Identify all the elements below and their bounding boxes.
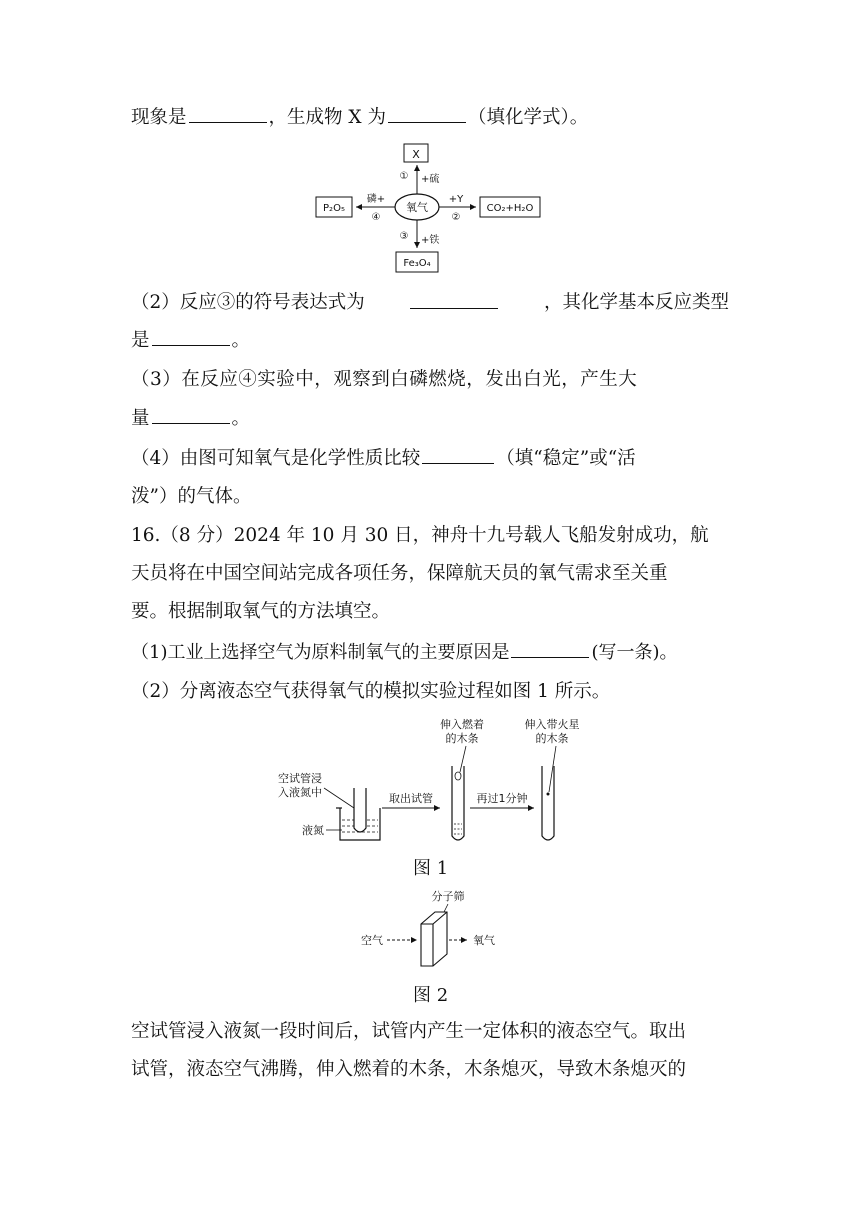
right-label: +Y bbox=[448, 194, 464, 205]
arrow-take-out-label: 取出试管 bbox=[389, 792, 433, 805]
text-span: （4）由图可知氧气是化学性质比较 bbox=[131, 448, 421, 469]
text-span: （2）反应③的符号表达式为 bbox=[131, 292, 365, 313]
figure-2-caption: 图 2 bbox=[413, 985, 449, 1006]
text-span: （填化学式）。 bbox=[467, 107, 589, 128]
text-span: (写一条)。 bbox=[591, 642, 678, 663]
text-line: （3）在反应④实验中，观察到白磷燃烧，发出白光，产生大 bbox=[131, 369, 638, 390]
text-line bbox=[131, 290, 729, 316]
text-line: 空试管浸入液氮一段时间后，试管内产生一定体积的液态空气。取出 bbox=[131, 1021, 687, 1042]
text-span: 现象是 bbox=[131, 107, 187, 128]
text-line bbox=[131, 104, 588, 131]
text-span: 量 bbox=[131, 408, 150, 429]
text-line bbox=[131, 405, 250, 432]
left-box-label: P₂O₅ bbox=[323, 203, 345, 214]
answer-blank bbox=[189, 104, 267, 123]
text-span: 是 bbox=[131, 330, 150, 351]
text-span: （1)工业上选择空气为原料制氧气的主要原因是 bbox=[131, 642, 510, 663]
text-span: ，生成物 X 为 bbox=[268, 107, 386, 128]
text-line: 泼”）的气体。 bbox=[131, 486, 252, 507]
left-num: ④ bbox=[371, 212, 381, 223]
liquid-label: 液氮 bbox=[302, 824, 324, 837]
answer-blank bbox=[511, 639, 589, 658]
burning-pointer bbox=[460, 746, 466, 772]
answer-blank bbox=[152, 327, 230, 346]
text-line: （2）分离液态空气获得氧气的模拟实验过程如图 1 所示。 bbox=[131, 681, 611, 702]
flame-icon bbox=[455, 772, 461, 780]
text-line bbox=[131, 445, 636, 472]
answer-blank bbox=[388, 104, 466, 123]
bottom-num: ③ bbox=[399, 231, 409, 242]
text-line bbox=[131, 639, 678, 666]
glowing-pointer bbox=[549, 746, 556, 792]
figure-2-diagram bbox=[355, 886, 515, 972]
oxygen-label: 氧气 bbox=[473, 934, 495, 947]
burning-label-2: 的木条 bbox=[445, 732, 479, 745]
text-line: 要。根据制取氧气的方法填空。 bbox=[131, 601, 391, 622]
figure-1-diagram bbox=[270, 712, 600, 852]
molecular-sieve bbox=[421, 912, 447, 966]
top-box-label: X bbox=[412, 148, 420, 161]
glowing-label-2: 的木条 bbox=[535, 732, 569, 745]
answer-blank bbox=[410, 290, 498, 309]
arrow-one-minute-label: 再过1分钟 bbox=[476, 792, 528, 805]
answer-blank bbox=[152, 405, 230, 424]
text-line: 16.（8 分）2024 年 10 月 30 日，神舟十九号载人飞船发射成功，航 bbox=[131, 525, 709, 546]
answer-blank bbox=[422, 445, 494, 464]
left-label: 磷+ bbox=[366, 194, 386, 205]
test-tube-in-beaker bbox=[354, 788, 366, 832]
tube-pointer bbox=[324, 788, 354, 808]
tube-label-1: 空试管浸 bbox=[278, 772, 322, 785]
right-num: ② bbox=[451, 212, 461, 223]
figure-1-caption: 图 1 bbox=[413, 858, 449, 879]
glowing-splint-icon bbox=[547, 793, 550, 796]
text-span: 。 bbox=[231, 408, 251, 429]
center-label: 氧气 bbox=[406, 201, 428, 214]
top-num: ① bbox=[399, 171, 409, 182]
liquid-air bbox=[454, 824, 462, 834]
text-line: 天员将在中国空间站完成各项任务，保障航天员的氧气需求至关重 bbox=[131, 563, 668, 584]
text-line bbox=[131, 327, 250, 354]
text-span: （填“稳定”或“活 bbox=[496, 448, 636, 469]
right-box-label: CO₂+H₂O bbox=[486, 203, 534, 214]
burning-label-1: 伸入燃着 bbox=[440, 718, 484, 731]
sieve-label: 分子筛 bbox=[431, 890, 465, 903]
bottom-label: +铁 bbox=[421, 235, 440, 246]
text-span: ，其化学基本反应类型 bbox=[543, 292, 729, 313]
top-label: +硫 bbox=[421, 174, 440, 185]
oxygen-reaction-diagram bbox=[300, 138, 560, 278]
text-span: 。 bbox=[231, 330, 251, 351]
air-label: 空气 bbox=[361, 934, 383, 947]
bottom-box-label: Fe₃O₄ bbox=[403, 258, 431, 269]
tube-label-2: 入液氮中 bbox=[278, 786, 322, 799]
test-tube-3 bbox=[542, 766, 554, 840]
glowing-label-1: 伸入带火星 bbox=[524, 718, 580, 731]
text-line: 试管，液态空气沸腾，伸入燃着的木条，木条熄灭，导致木条熄灭的 bbox=[131, 1059, 687, 1080]
